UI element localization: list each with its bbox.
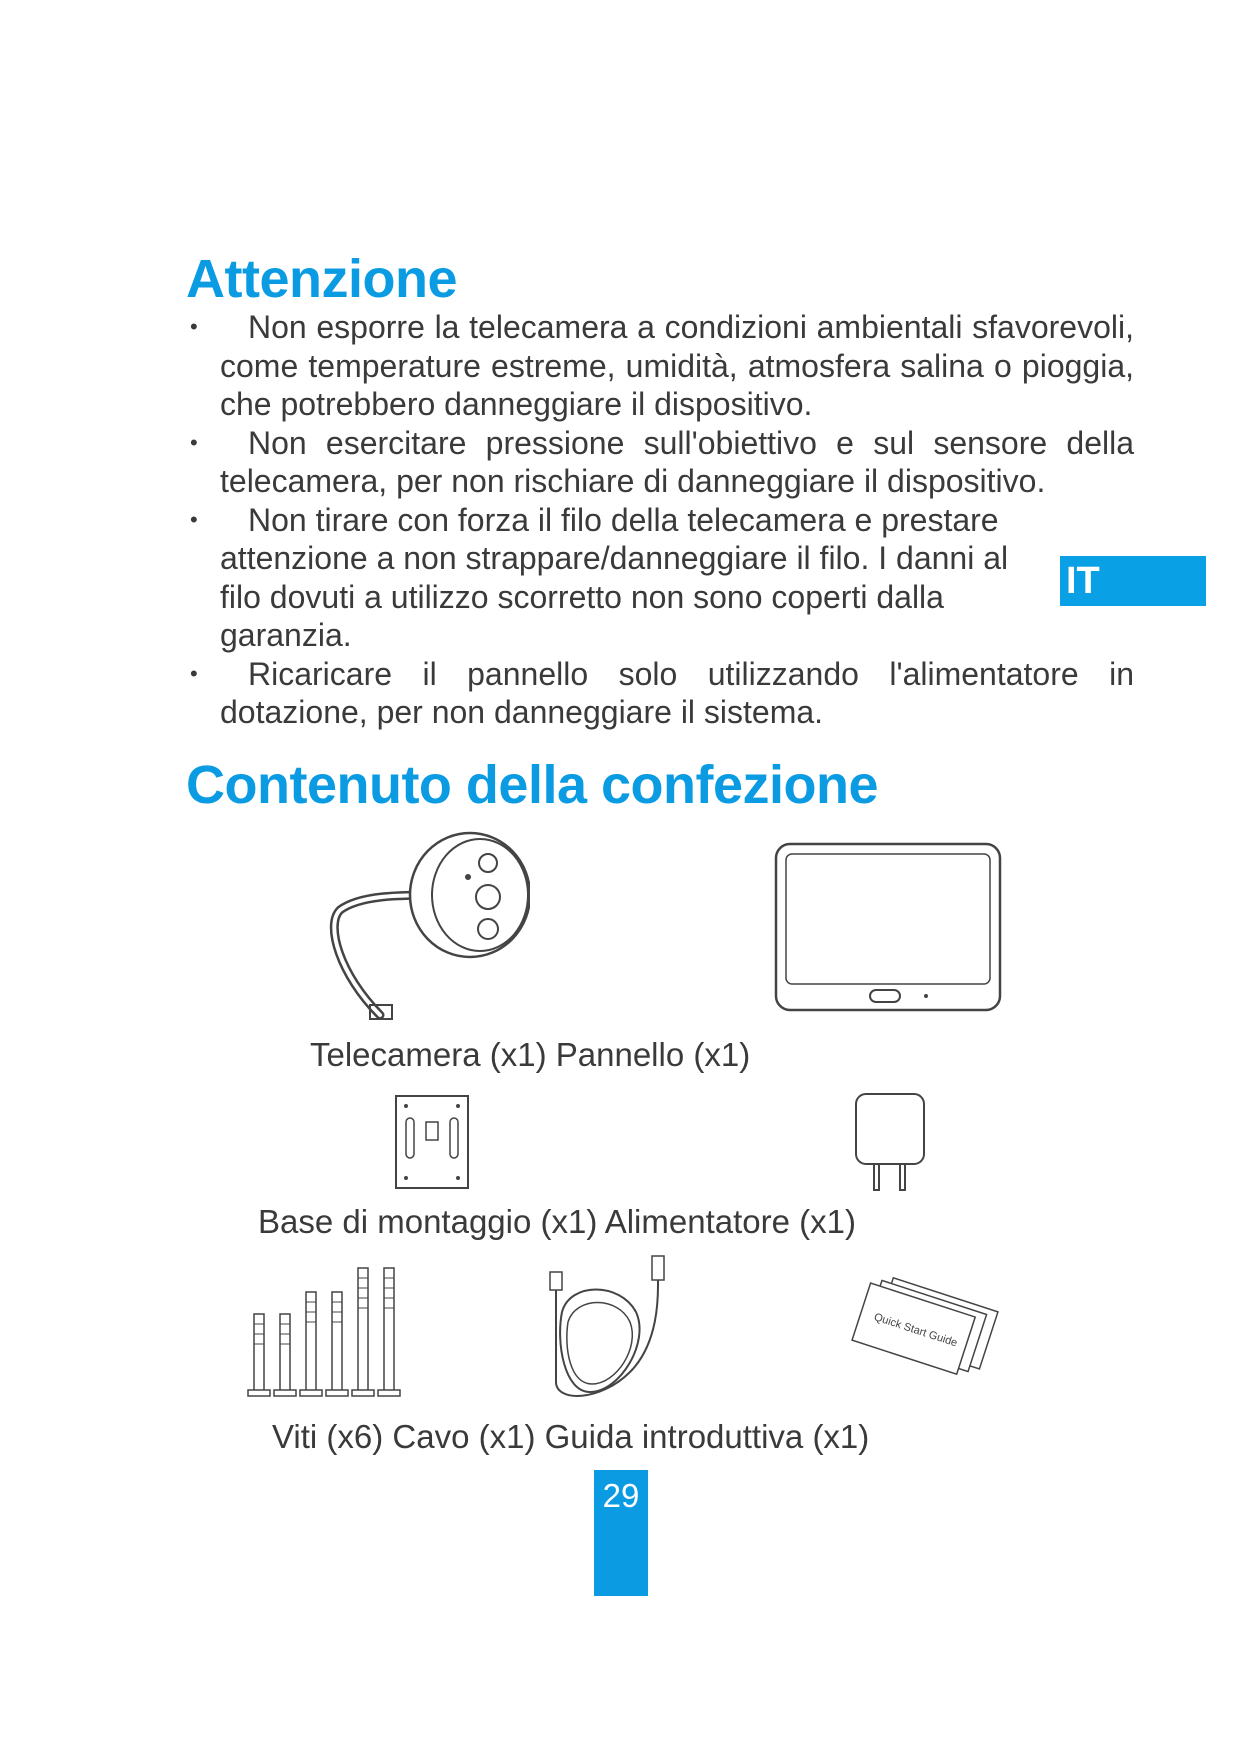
section-title-contenuto: Contenuto della confezione [186, 755, 879, 815]
bullet-icon: • [190, 314, 198, 339]
caption-camera-panel: Telecamera (x1) Pannello (x1) [310, 1036, 751, 1073]
caption-base-adapter: Base di montaggio (x1) Alimentatore (x1) [258, 1203, 856, 1240]
caption-screws-cable-guide: Viti (x6) Cavo (x1) Guida introduttiva (x1) [272, 1418, 870, 1455]
guide-label: Quick Start Guide [872, 1311, 959, 1350]
warning-item: • Non esercitare pressione sull'obiettivo e sul sensore della telecamera, per non rischiare di danneggiare il dispositivo. [190, 424, 1134, 499]
bullet-icon: • [190, 506, 198, 532]
warning-item: • Non tirare con forza il filo della telecamera e prestare attenzione a non strappare/danneggiare il filo. I danni al filo dovuti a utilizzo scorretto non sono coperti dalla garanzia. [190, 501, 1009, 653]
page-number: 29 [602, 1477, 640, 1514]
bullet-icon: • [190, 660, 198, 686]
language-tab: IT [1060, 556, 1206, 606]
page-number-tab [594, 1470, 648, 1596]
power-adapter-illustration [852, 1090, 928, 1194]
bullet-icon: • [190, 429, 198, 455]
cable-illustration [540, 1252, 670, 1404]
mounting-base-illustration [392, 1092, 472, 1192]
section-title-attenzione: Attenzione [186, 249, 457, 309]
screws-illustration [246, 1262, 406, 1402]
warning-list [186, 308, 1134, 732]
panel-illustration [772, 840, 1004, 1016]
quick-start-guide-illustration [850, 1270, 1000, 1382]
warning-item: • Ricaricare il pannello solo utilizzando l'alimentatore in dotazione, per non danneggiare il sistema. [190, 655, 1134, 730]
camera-illustration [320, 825, 530, 1025]
warning-item: • Non esporre la telecamera a condizioni ambientali sfavorevoli, come temperature estreme, umidità, atmosfera salina o pioggia, che potrebbero danneggiare il dispositivo. [190, 309, 1134, 422]
